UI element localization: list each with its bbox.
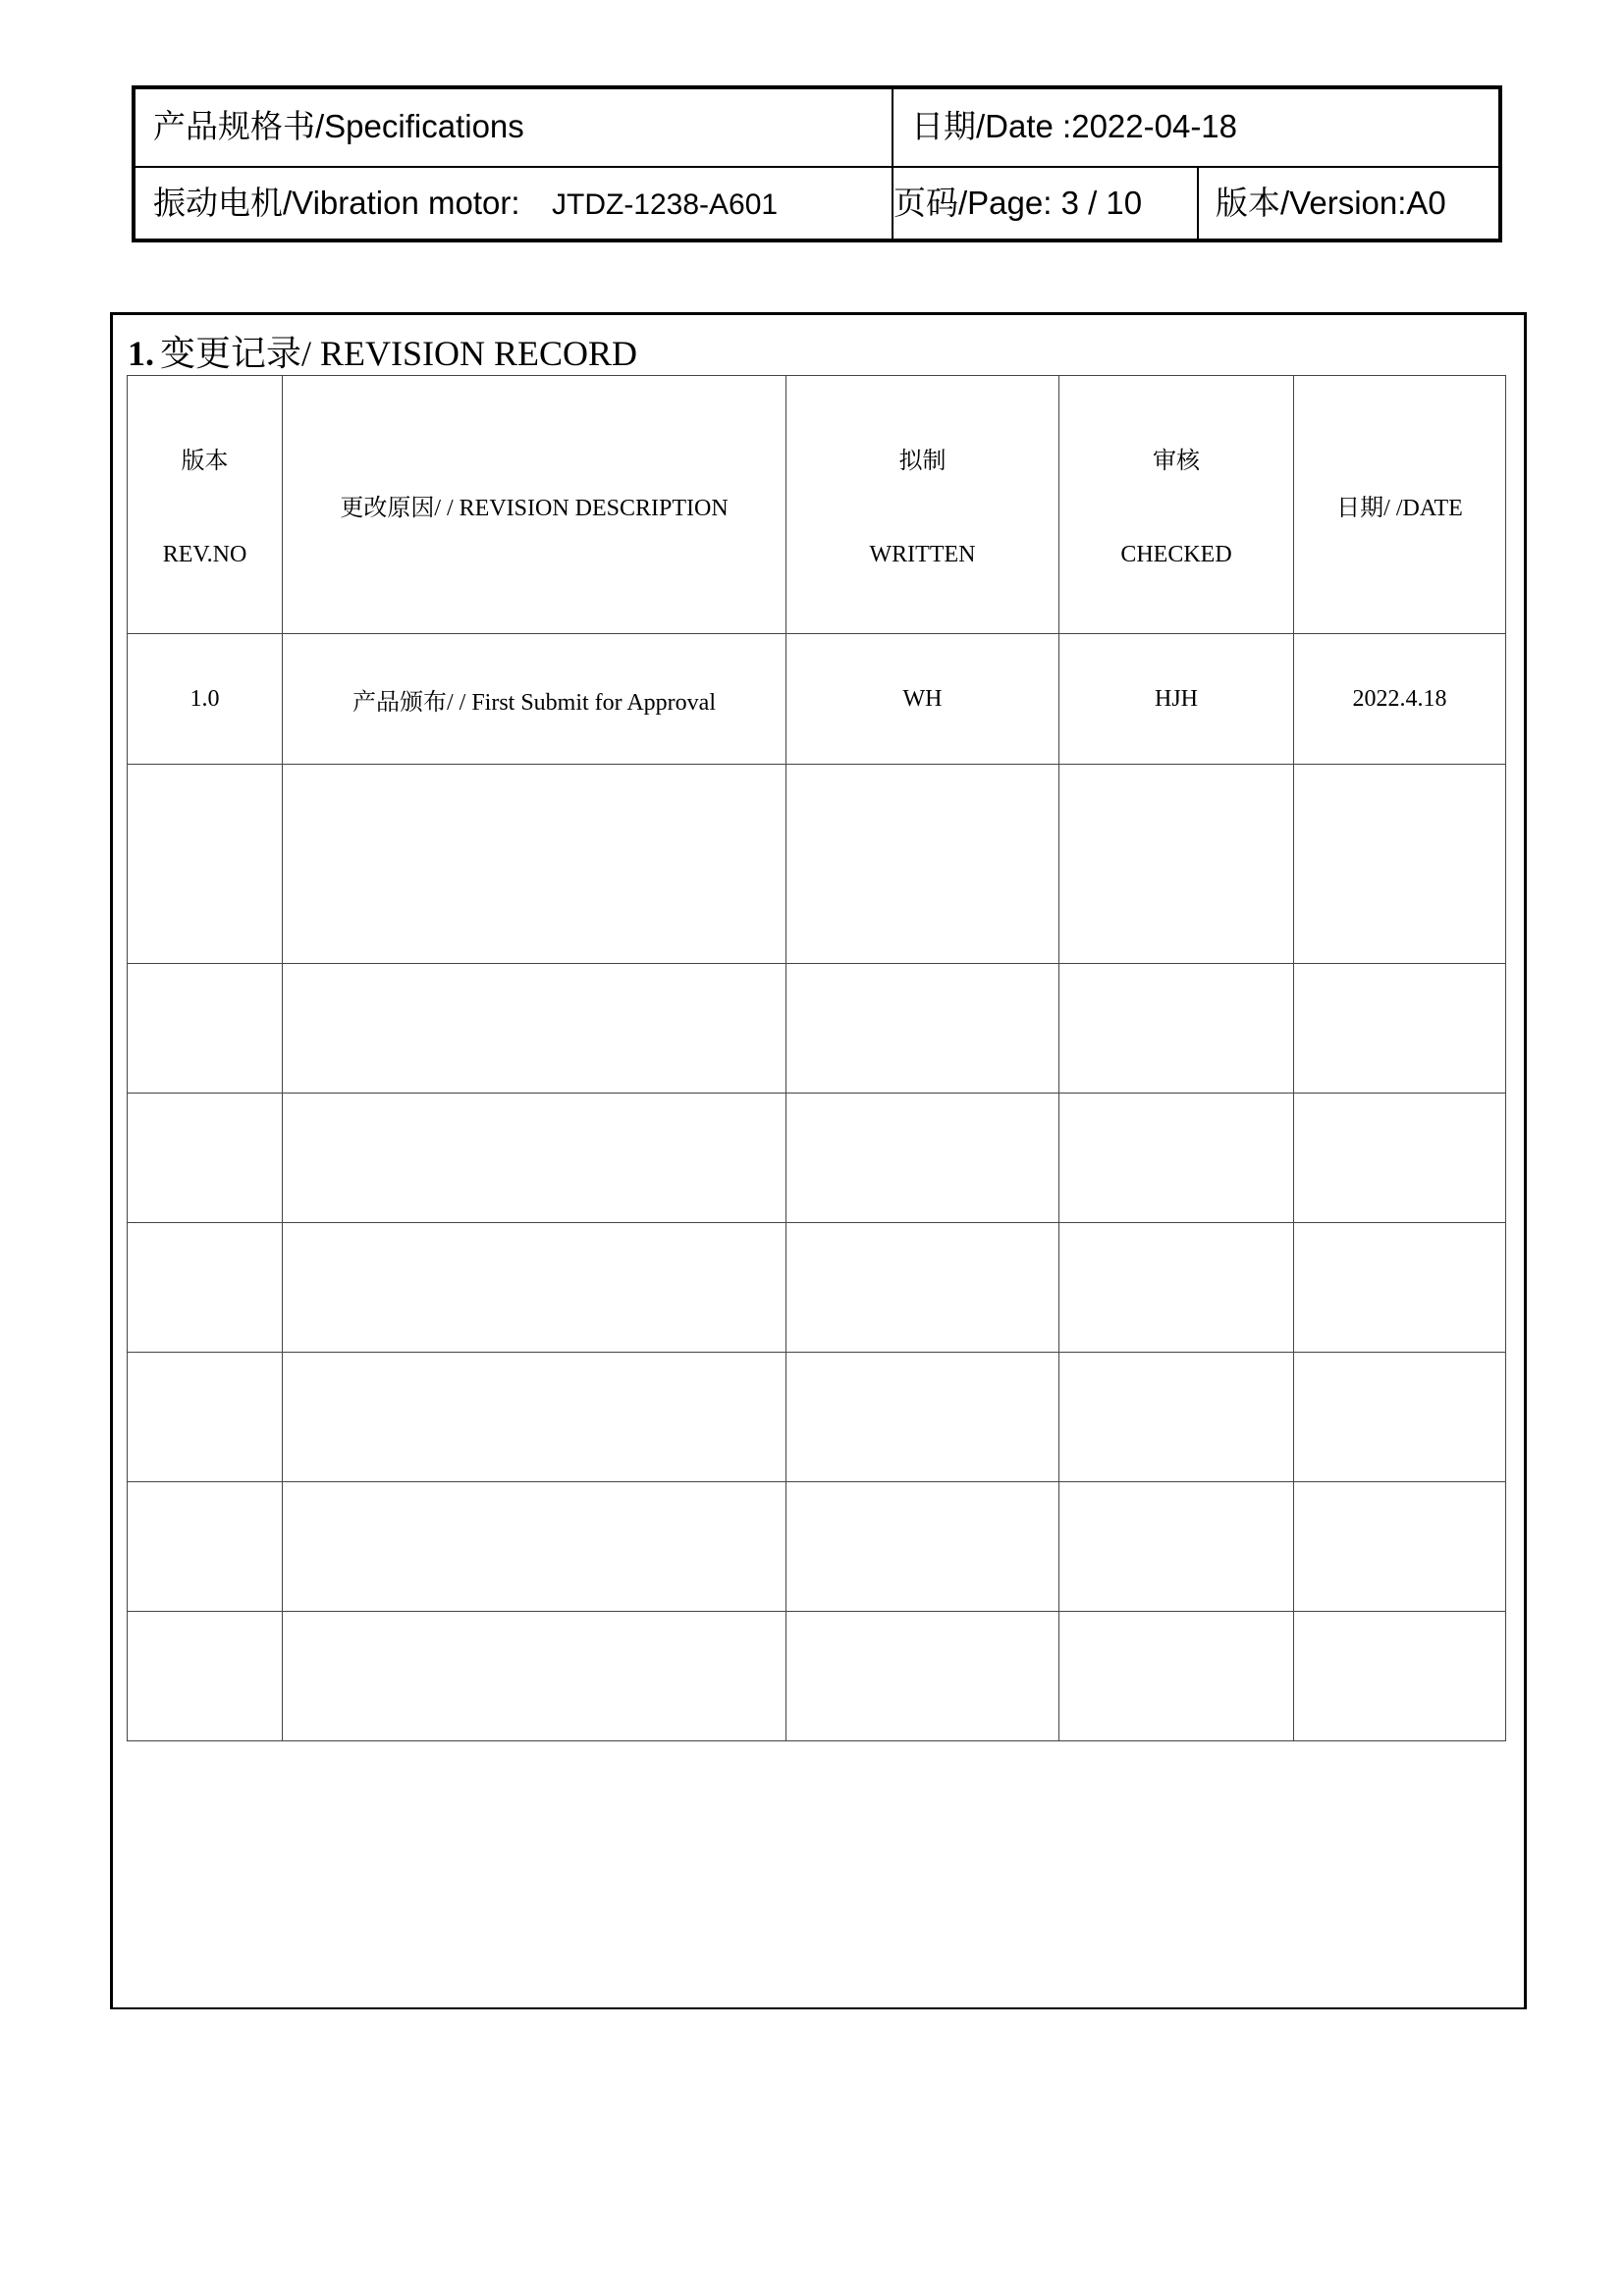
table-row-empty	[128, 1612, 1506, 1741]
empty-cell	[1059, 964, 1294, 1094]
empty-cell	[128, 1612, 283, 1741]
header-checked	[1059, 376, 1294, 634]
empty-cell	[1294, 964, 1506, 1094]
header-rev	[128, 376, 283, 634]
cell-desc: 产品颁布/ / First Submit for Approval	[283, 634, 786, 765]
cell-written: WH	[786, 634, 1059, 765]
section-title	[128, 332, 637, 375]
header-rev-cn: 版本	[181, 449, 229, 474]
empty-cell	[128, 1094, 283, 1223]
empty-cell	[1294, 1482, 1506, 1612]
table-row-empty	[128, 1353, 1506, 1482]
section-title-text: 变更记录/ REVISION RECORD	[160, 334, 638, 373]
empty-cell	[1059, 765, 1294, 964]
header-checked-cn: 审核	[1153, 449, 1200, 474]
empty-cell	[283, 1353, 786, 1482]
empty-cell	[128, 765, 283, 964]
empty-cell	[128, 964, 283, 1094]
header-checked-en: CHECKED	[1120, 542, 1232, 567]
header-divider-horizontal	[135, 166, 1498, 168]
empty-cell	[283, 1223, 786, 1353]
header-written-en: WRITTEN	[869, 542, 976, 567]
header-desc: 更改原因/ / REVISION DESCRIPTION	[283, 376, 786, 634]
section-number: 1.	[128, 334, 154, 373]
empty-cell	[1059, 1223, 1294, 1353]
table-row-empty	[128, 765, 1506, 964]
revision-table	[127, 375, 1506, 1741]
empty-cell	[1294, 1353, 1506, 1482]
empty-cell	[1294, 1223, 1506, 1353]
document-version: 版本/Version:A0	[1216, 185, 1446, 221]
empty-cell	[1059, 1353, 1294, 1482]
table-header-row	[128, 376, 1506, 634]
table-row-empty	[128, 1223, 1506, 1353]
empty-cell	[1294, 1612, 1506, 1741]
empty-cell	[1294, 765, 1506, 964]
empty-cell	[283, 765, 786, 964]
empty-cell	[283, 964, 786, 1094]
empty-cell	[1059, 1482, 1294, 1612]
empty-cell	[786, 964, 1059, 1094]
product-name: 振动电机/Vibration motor:	[153, 185, 520, 221]
table-row-empty	[128, 1094, 1506, 1223]
cell-date: 2022.4.18	[1294, 634, 1506, 765]
page-number: 页码/Page: 3 / 10	[893, 185, 1143, 221]
empty-cell	[283, 1482, 786, 1612]
empty-cell	[786, 1482, 1059, 1612]
empty-cell	[1294, 1094, 1506, 1223]
empty-cell	[128, 1353, 283, 1482]
empty-cell	[128, 1223, 283, 1353]
document-date: 日期/Date :2022-04-18	[911, 108, 1238, 144]
table-row	[128, 634, 1506, 765]
empty-cell	[1059, 1094, 1294, 1223]
empty-cell	[1059, 1612, 1294, 1741]
header-written	[786, 376, 1059, 634]
header-date: 日期/ /DATE	[1294, 376, 1506, 634]
empty-cell	[786, 1612, 1059, 1741]
document-header	[132, 85, 1502, 242]
empty-cell	[786, 765, 1059, 964]
empty-cell	[786, 1094, 1059, 1223]
empty-cell	[283, 1094, 786, 1223]
empty-cell	[786, 1353, 1059, 1482]
spec-title: 产品规格书/Specifications	[153, 108, 524, 144]
cell-checked: HJH	[1059, 634, 1294, 765]
table-row-empty	[128, 1482, 1506, 1612]
empty-cell	[786, 1223, 1059, 1353]
cell-rev: 1.0	[128, 634, 283, 765]
table-row-empty	[128, 964, 1506, 1094]
header-divider-vertical-sub	[1197, 166, 1199, 239]
empty-cell	[128, 1482, 283, 1612]
model-number: JTDZ-1238-A601	[552, 188, 779, 221]
header-written-cn: 拟制	[898, 449, 947, 474]
empty-cell	[283, 1612, 786, 1741]
header-rev-en: REV.NO	[162, 542, 247, 567]
